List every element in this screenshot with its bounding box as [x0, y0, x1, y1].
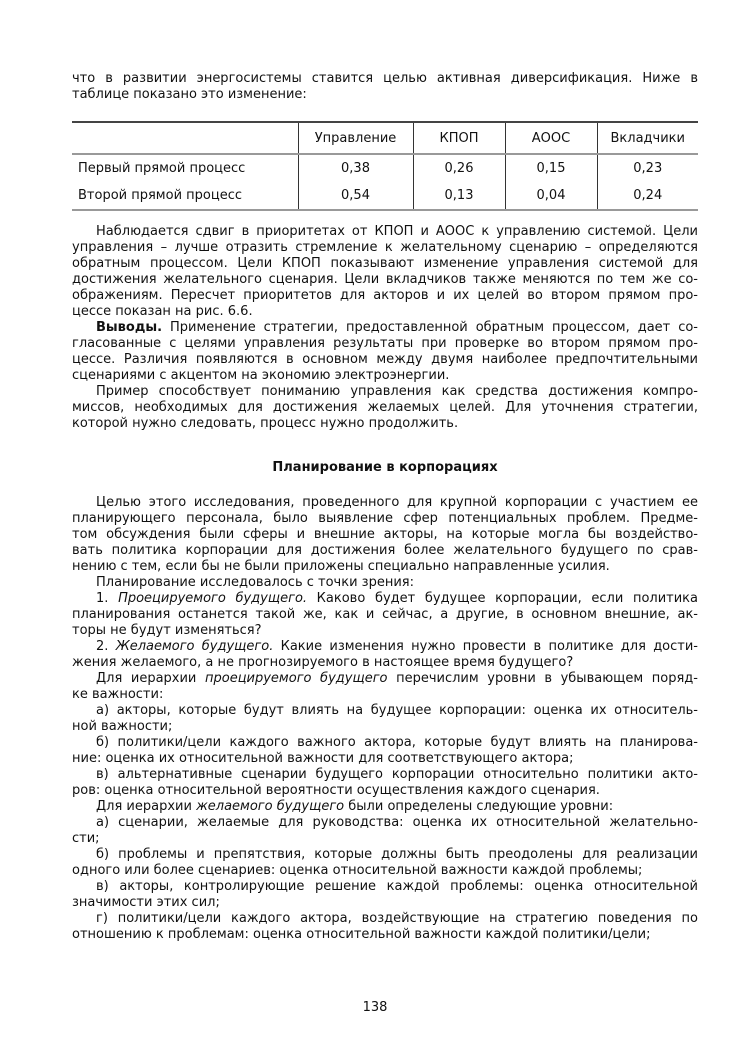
- table-cell: 0,15: [505, 154, 597, 182]
- line-text: ке важности:: [72, 687, 164, 702]
- text-line: [72, 719, 698, 735]
- line-text: нению с тем, если бы не были приложены специально направленные усилия.: [72, 559, 610, 574]
- line-text: б) политики/цели каждого важного актора, которые будут влиять на планирова-: [96, 735, 698, 750]
- table-header: Управление: [298, 122, 413, 154]
- text-line: [72, 623, 698, 639]
- table-row: [72, 182, 698, 210]
- text-line: [72, 527, 698, 543]
- text-line: [72, 240, 698, 256]
- italic-term: проецируемого будущего: [204, 671, 388, 686]
- line-text: которой нужно следовать, процесс нужно продолжить.: [72, 416, 459, 431]
- italic-term: Желаемого будущего.: [115, 639, 274, 654]
- text-line: [72, 543, 698, 559]
- line-text: ображениям. Пересчет приоритетов для акторов и их целей во втором прямом про-: [72, 288, 698, 303]
- line-text: Наблюдается сдвиг в приоритетах от КПОП и АООС к управлению системой. Цели: [96, 224, 698, 239]
- line-text: сти;: [72, 831, 100, 846]
- table-cell: Второй прямой процесс: [78, 188, 242, 203]
- line-text: Пример способствует пониманию управления как средства достижения компро-: [96, 384, 698, 399]
- text-line: [72, 831, 698, 847]
- text-line: [72, 416, 698, 432]
- text-line: [72, 783, 698, 799]
- line-text: в) акторы, контролирующие решение каждой проблемы: оценка относительной: [96, 879, 698, 894]
- text-line: [72, 320, 698, 336]
- table-cell: 0,26: [413, 154, 505, 182]
- line-text: гласованные с целями управления результаты при проверке во втором прямом про-: [72, 336, 698, 351]
- line-text: управления – лучше отразить стремление к желательному сценарию – определяются: [72, 240, 698, 255]
- line-text: ров: оценка относительной вероятности осуществления каждого сценария.: [72, 783, 600, 798]
- text-line: [72, 767, 698, 783]
- line-text: одного или более сценариев: оценка относительной важности каждой проблемы;: [72, 863, 643, 878]
- table-cell: 0,13: [413, 182, 505, 210]
- line-text: отношению к проблемам: оценка относительной важности каждой политики/цели;: [72, 927, 651, 942]
- line-text: Применение стратегии, предоставленной обратным процессом, дает со-: [162, 320, 698, 335]
- line-prefix: Для иерархии: [96, 799, 197, 814]
- text-line: [72, 703, 698, 719]
- line-text: том обсуждения были сферы и внешние акторы, на которые могла бы воздейство-: [72, 527, 698, 542]
- section-body-1: [72, 224, 698, 432]
- line-text: Целью этого исследования, проведенного для крупной корпорации с участием ее: [96, 495, 698, 510]
- bold-lead: Выводы.: [96, 320, 163, 335]
- text-line: [72, 751, 698, 767]
- text-line: [72, 575, 698, 591]
- text-line: [72, 735, 698, 751]
- text-line: [72, 895, 698, 911]
- line-text: Каково будет будущее корпорации, если политика: [307, 591, 698, 606]
- text-line: [72, 288, 698, 304]
- table-cell: 0,23: [597, 154, 698, 182]
- text-line: [72, 400, 698, 416]
- text-line: [72, 655, 698, 671]
- text-line: [72, 687, 698, 703]
- line-text: обратным процессом. Цели КПОП показывают изменение управления системой для: [72, 256, 698, 271]
- table-cell: Первый прямой процесс: [78, 161, 246, 176]
- text-line: [72, 336, 698, 352]
- line-text: вать политика корпорации для достижения более желательного будущего по срав-: [72, 543, 698, 558]
- text-line: [72, 511, 698, 527]
- text-line: [72, 495, 698, 511]
- table-cell: 0,54: [298, 182, 413, 210]
- line-text: г) политики/цели каждого актора, воздействующие на стратегию поведения по: [96, 911, 698, 926]
- line-text: торы не будут изменяться?: [72, 623, 262, 638]
- text-line: [72, 256, 698, 272]
- text-line: [72, 799, 698, 815]
- intro-text: [72, 71, 698, 103]
- text-line: [72, 87, 698, 103]
- line-text: а) акторы, которые будут влиять на будущее корпорации: оценка их относитель-: [96, 703, 698, 718]
- table-header: [72, 122, 298, 154]
- text-line: [72, 639, 698, 655]
- line-text: миссов, необходимых для достижения желаемых целей. Для уточнения стратегии,: [72, 400, 698, 415]
- section-heading: Планирование в корпорациях: [272, 460, 498, 475]
- line-text: Какие изменения нужно провести в политике для дости-: [273, 639, 698, 654]
- table-row: [72, 154, 698, 182]
- line-text: б) проблемы и препятствия, которые должны быть преодолены для реализации: [96, 847, 698, 862]
- text-line: [72, 863, 698, 879]
- line-text: в) альтернативные сценарии будущего корпорации относительно политики акто-: [96, 767, 698, 782]
- section-body-2: [72, 495, 698, 943]
- line-text: значимости этих сил;: [72, 895, 220, 910]
- line-text: были определены следующие уровни:: [344, 799, 614, 814]
- table-header: АООС: [505, 122, 597, 154]
- page-number: 138: [362, 1000, 388, 1015]
- text-line: [72, 815, 698, 831]
- text-line: [72, 224, 698, 240]
- line-text: таблице показано это изменение:: [72, 87, 307, 102]
- line-text: что в развитии энергосистемы ставится целью активная диверсификация. Ниже в: [72, 71, 698, 86]
- text-line: [72, 911, 698, 927]
- text-line: [72, 847, 698, 863]
- priority-table: [72, 121, 698, 211]
- table-cell: 0,04: [505, 182, 597, 210]
- line-prefix: 1.: [96, 591, 119, 606]
- line-text: ние: оценка их относительной важности для соответствующего актора;: [72, 751, 574, 766]
- line-text: жения желаемого, а не прогнозируемого в настоящее время будущего?: [72, 655, 574, 670]
- line-text: а) сценарии, желаемые для руководства: оценка их относительной желательно-: [96, 815, 698, 830]
- line-text: планирования останется такой же, как и сейчас, а другие, в основном внешние, ак-: [72, 607, 698, 622]
- text-line: [72, 368, 698, 384]
- table-cell: 0,24: [597, 182, 698, 210]
- line-text: ной важности;: [72, 719, 173, 734]
- line-prefix: Для иерархии: [96, 671, 205, 686]
- text-line: [72, 879, 698, 895]
- text-line: [72, 927, 698, 943]
- italic-term: желаемого будущего: [196, 799, 345, 814]
- table-cell: 0,38: [298, 154, 413, 182]
- line-text: достижения желательного сценария. Цели вкладчиков также меняются по тем же со-: [72, 272, 698, 287]
- line-text: Планирование исследовалось с точки зрения:: [96, 575, 414, 590]
- line-text: планирующего персонала, было выявление сфер потенциальных проблем. Предме-: [72, 511, 698, 526]
- text-line: [72, 71, 698, 87]
- line-prefix: 2.: [96, 639, 116, 654]
- text-line: [72, 559, 698, 575]
- line-text: цессе показан на рис. 6.6.: [72, 304, 253, 319]
- italic-term: Проецируемого будущего.: [118, 591, 308, 606]
- table-header: Вкладчики: [597, 122, 698, 154]
- table-header-row: [72, 122, 698, 154]
- text-line: [72, 591, 698, 607]
- line-text: сценариями с акцентом на экономию электроэнергии.: [72, 368, 450, 383]
- text-line: [72, 352, 698, 368]
- table-header: КПОП: [413, 122, 505, 154]
- line-text: цессе. Различия появляются в основном между двумя наиболее предпочтительными: [72, 352, 698, 367]
- text-line: [72, 272, 698, 288]
- text-line: [72, 304, 698, 320]
- text-line: [72, 607, 698, 623]
- line-text: перечислим уровни в убывающем поряд-: [387, 671, 698, 686]
- text-line: [72, 384, 698, 400]
- text-line: [72, 671, 698, 687]
